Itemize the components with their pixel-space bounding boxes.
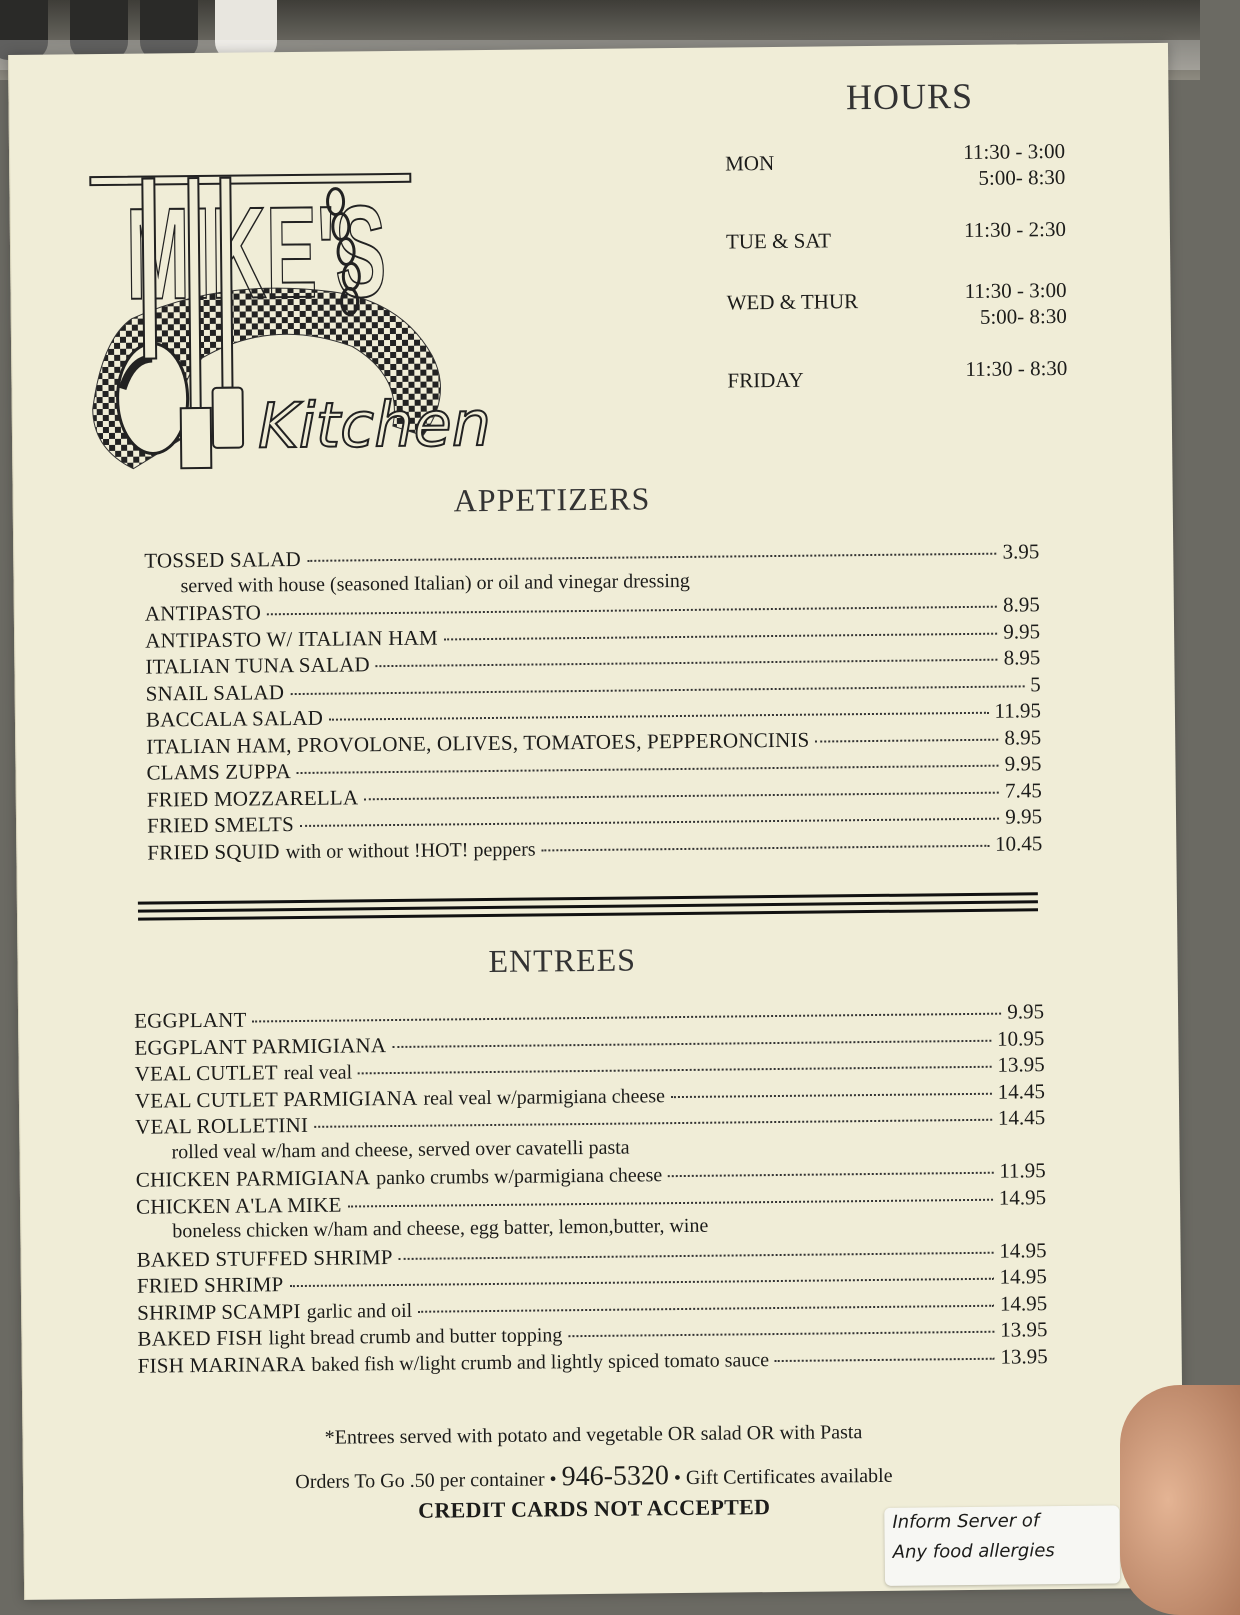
hours-row bbox=[726, 277, 1067, 333]
dot-leader bbox=[348, 1198, 993, 1207]
dot-leader bbox=[668, 1172, 993, 1177]
item-name: FRIED MOZZARELLA bbox=[146, 784, 359, 812]
dot-leader bbox=[376, 659, 998, 668]
hours-times bbox=[964, 216, 1066, 252]
hours-time: 11:30 - 3:00 bbox=[964, 277, 1067, 303]
hours-title: HOURS bbox=[845, 75, 974, 118]
dot-leader bbox=[399, 1251, 994, 1259]
item-price: 8.95 bbox=[1003, 645, 1041, 670]
credit-card-notice: CREDIT CARDS NOT ACCEPTED bbox=[418, 1494, 771, 1523]
item-note: real veal w/parmigiana cheese bbox=[423, 1084, 666, 1110]
hours-panel bbox=[724, 74, 1068, 420]
dot-leader bbox=[329, 712, 988, 721]
item-price: 13.95 bbox=[1000, 1343, 1048, 1369]
sticker-line-1: Inform Server of bbox=[892, 1510, 1040, 1533]
sticker-line-2: Any food allergies bbox=[892, 1540, 1055, 1563]
section-divider bbox=[138, 892, 1038, 925]
item-name: BAKED FISH bbox=[137, 1325, 263, 1351]
item-name: CHICKEN PARMIGIANA bbox=[135, 1165, 371, 1192]
item-name: VEAL CUTLET PARMIGIANA bbox=[134, 1085, 418, 1113]
dot-leader bbox=[307, 553, 997, 562]
hours-day: TUE & SAT bbox=[725, 228, 832, 254]
dot-leader bbox=[392, 1039, 991, 1047]
dot-leader bbox=[358, 1066, 991, 1075]
hours-time: 5:00- 8:30 bbox=[978, 164, 1066, 190]
item-price: 14.95 bbox=[999, 1264, 1047, 1289]
item-name: SHRIMP SCAMPI bbox=[137, 1298, 301, 1325]
item-price: 14.95 bbox=[998, 1184, 1047, 1210]
hours-list bbox=[725, 138, 1068, 394]
item-price: 9.95 bbox=[1003, 618, 1041, 644]
dot-leader bbox=[542, 844, 989, 851]
item-name: FRIED SQUID bbox=[147, 838, 280, 865]
hours-row bbox=[725, 138, 1066, 194]
item-description: rolled veal w/ham and cheese, served over cavatelli pasta bbox=[171, 1136, 630, 1163]
entree-side-note: *Entrees served with potato and vegetable OR salad OR with Pasta bbox=[324, 1421, 863, 1449]
hours-row bbox=[727, 355, 1067, 394]
item-name: CHICKEN A'LA MIKE bbox=[135, 1192, 342, 1219]
dot-leader bbox=[290, 685, 1024, 695]
dot-leader bbox=[364, 791, 999, 800]
orders-to-go: Orders To Go .50 per container bbox=[295, 1468, 545, 1494]
item-price: 7.45 bbox=[1004, 777, 1042, 803]
item-name: ITALIAN TUNA SALAD bbox=[145, 652, 370, 679]
item-price: 5 bbox=[1030, 671, 1041, 696]
allergy-sticker bbox=[884, 1505, 1120, 1585]
item-name: SNAIL SALAD bbox=[145, 679, 285, 706]
dot-leader bbox=[297, 765, 999, 774]
item-price: 13.95 bbox=[997, 1052, 1045, 1077]
item-name: BACCALA SALAD bbox=[145, 705, 324, 732]
hours-time: 11:30 - 2:30 bbox=[963, 216, 1067, 242]
item-description: boneless chicken w/ham and cheese, egg batter, lemon,butter, wine bbox=[172, 1214, 709, 1243]
item-name: FISH MARINARA bbox=[137, 1351, 306, 1378]
item-price: 14.95 bbox=[999, 1290, 1048, 1316]
entrees-list bbox=[134, 999, 1048, 1380]
item-name: ITALIAN HAM, PROVOLONE, OLIVES, TOMATOES, PEPPERONCINIS bbox=[146, 727, 810, 759]
orders-line bbox=[144, 1456, 1044, 1497]
item-price: 10.45 bbox=[994, 830, 1043, 856]
item-price: 9.95 bbox=[1004, 751, 1042, 776]
hours-time: 11:30 - 3:00 bbox=[963, 138, 1066, 165]
item-price: 11.95 bbox=[999, 1158, 1046, 1183]
dot-leader bbox=[568, 1331, 994, 1337]
hours-times bbox=[964, 277, 1066, 330]
item-note: with or without !HOT! peppers bbox=[285, 838, 536, 863]
item-price: 14.95 bbox=[999, 1237, 1047, 1263]
item-name: BAKED STUFFED SHRIMP bbox=[136, 1244, 393, 1272]
item-note: baked fish w/light crumb and lightly spiced tomato sauce bbox=[311, 1348, 770, 1376]
item-price: 9.95 bbox=[1005, 804, 1043, 829]
restaurant-logo bbox=[70, 105, 570, 490]
item-price: 8.95 bbox=[1004, 724, 1042, 750]
dot-leader bbox=[289, 1278, 993, 1287]
item-price: 11.95 bbox=[994, 698, 1042, 723]
item-price: 14.45 bbox=[997, 1105, 1046, 1130]
dot-leader bbox=[444, 632, 998, 640]
hours-day: WED & THUR bbox=[726, 289, 859, 315]
bullet: • bbox=[673, 1466, 687, 1490]
dot-leader bbox=[815, 738, 998, 742]
svg-text:Kitchen: Kitchen bbox=[257, 386, 492, 463]
phone-number: 946-5320 bbox=[561, 1460, 670, 1493]
hours-time: 11:30 - 8:30 bbox=[965, 355, 1068, 381]
item-description: served with house (seasoned Italian) or oil and vinegar dressing bbox=[180, 569, 690, 597]
dot-leader bbox=[314, 1119, 992, 1128]
dot-leader bbox=[253, 1013, 1002, 1023]
item-price: 14.45 bbox=[997, 1078, 1046, 1104]
hours-day: FRIDAY bbox=[727, 367, 804, 393]
bullet: • bbox=[549, 1468, 562, 1491]
item-note: garlic and oil bbox=[306, 1299, 413, 1323]
thumb bbox=[1120, 1385, 1240, 1615]
item-note: panko crumbs w/parmigiana cheese bbox=[376, 1164, 663, 1190]
appetizers-list bbox=[144, 539, 1042, 866]
dot-leader bbox=[300, 818, 999, 827]
gift-certificates: Gift Certificates available bbox=[685, 1464, 893, 1489]
item-name: ANTIPASTO W/ ITALIAN HAM bbox=[145, 625, 438, 653]
dot-leader bbox=[418, 1304, 994, 1312]
item-price: 8.95 bbox=[1002, 592, 1040, 617]
item-name: CLAMS ZUPPA bbox=[146, 759, 292, 785]
item-price: 9.95 bbox=[1007, 999, 1045, 1024]
dot-leader bbox=[671, 1092, 992, 1097]
item-name: ANTIPASTO bbox=[144, 600, 262, 626]
item-name: FRIED SHRIMP bbox=[136, 1272, 284, 1298]
item-note: light bread crumb and butter topping bbox=[268, 1324, 563, 1350]
hours-day: MON bbox=[725, 150, 775, 176]
appetizers-title: APPETIZERS bbox=[453, 480, 651, 519]
menu-page bbox=[8, 43, 1184, 1600]
item-name: EGGPLANT PARMIGIANA bbox=[134, 1032, 387, 1060]
item-name: VEAL ROLLETINI bbox=[135, 1112, 309, 1139]
dot-leader bbox=[775, 1357, 994, 1361]
item-price: 13.95 bbox=[1000, 1317, 1048, 1342]
item-price: 10.95 bbox=[996, 1025, 1045, 1051]
item-note: real veal bbox=[283, 1061, 353, 1085]
hours-time: 5:00- 8:30 bbox=[979, 303, 1067, 329]
entrees-title: ENTREES bbox=[488, 941, 637, 980]
svg-text:MIKE'S: MIKE'S bbox=[125, 176, 570, 327]
hours-times bbox=[965, 355, 1067, 391]
hours-times bbox=[963, 138, 1065, 191]
hours-row bbox=[726, 216, 1066, 255]
item-name: FRIED SMELTS bbox=[146, 812, 295, 838]
item-name: TOSSED SALAD bbox=[144, 546, 302, 573]
utensils-logo-icon bbox=[70, 105, 570, 490]
item-name: EGGPLANT bbox=[133, 1007, 247, 1033]
item-name: VEAL CUTLET bbox=[134, 1060, 278, 1086]
item-price: 3.95 bbox=[1002, 539, 1040, 564]
dot-leader bbox=[267, 606, 997, 616]
